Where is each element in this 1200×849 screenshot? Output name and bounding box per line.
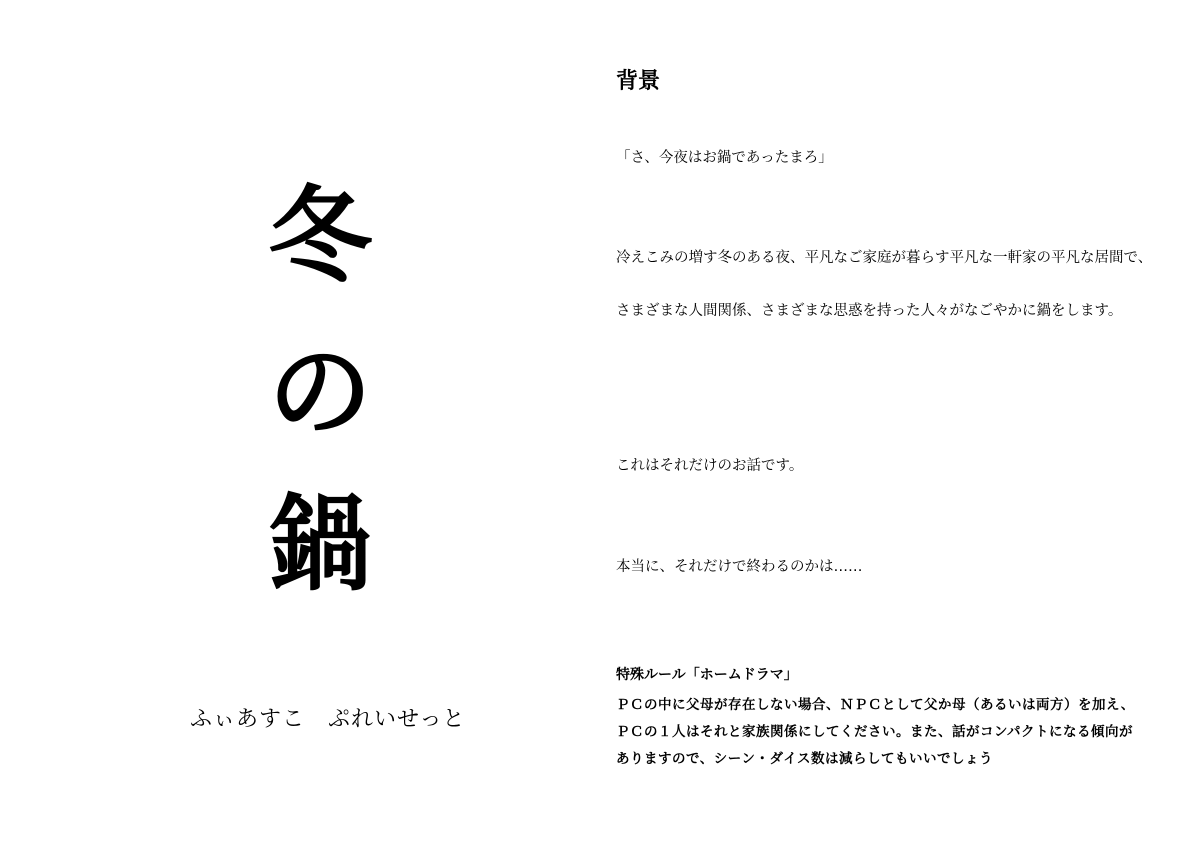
title-char-no: の <box>267 331 372 453</box>
that-is-all-line: これはそれだけのお話です。 <box>616 458 804 474</box>
really-line: 本当に、それだけで終わるのかは…… <box>616 559 863 575</box>
title-char-winter: 冬 <box>267 175 372 297</box>
description-paragraph: 冷えこみの増す冬のある夜、平凡なご家庭が暮らす平凡な一軒家の平凡な居間で、さまざまな人間関係、さまざまな思惑を持った人々がなごやかに鍋をします。 <box>616 250 1153 319</box>
author-name: ふぃあすこ ぷれいせっと <box>190 707 466 732</box>
special-rule-title: 特殊ルール「ホームドラマ」 <box>616 667 798 683</box>
title-char-pot: 鍋 <box>267 483 372 605</box>
section-heading: 背景 <box>616 69 661 94</box>
content-page <box>616 0 1176 849</box>
quote-line: 「さ、今夜はお鍋であったまろ」 <box>616 150 833 166</box>
special-rule-body: ＰＣの中に父母が存在しない場合、ＮＰＣとして父か母（あるいは両方）を加え、ＰＣの１人はそれと家族関係にしてください。また、話がコンパクトになる傾向がありますので、シーン・ダイス数は減らしてもいいでしょう <box>616 697 1135 767</box>
